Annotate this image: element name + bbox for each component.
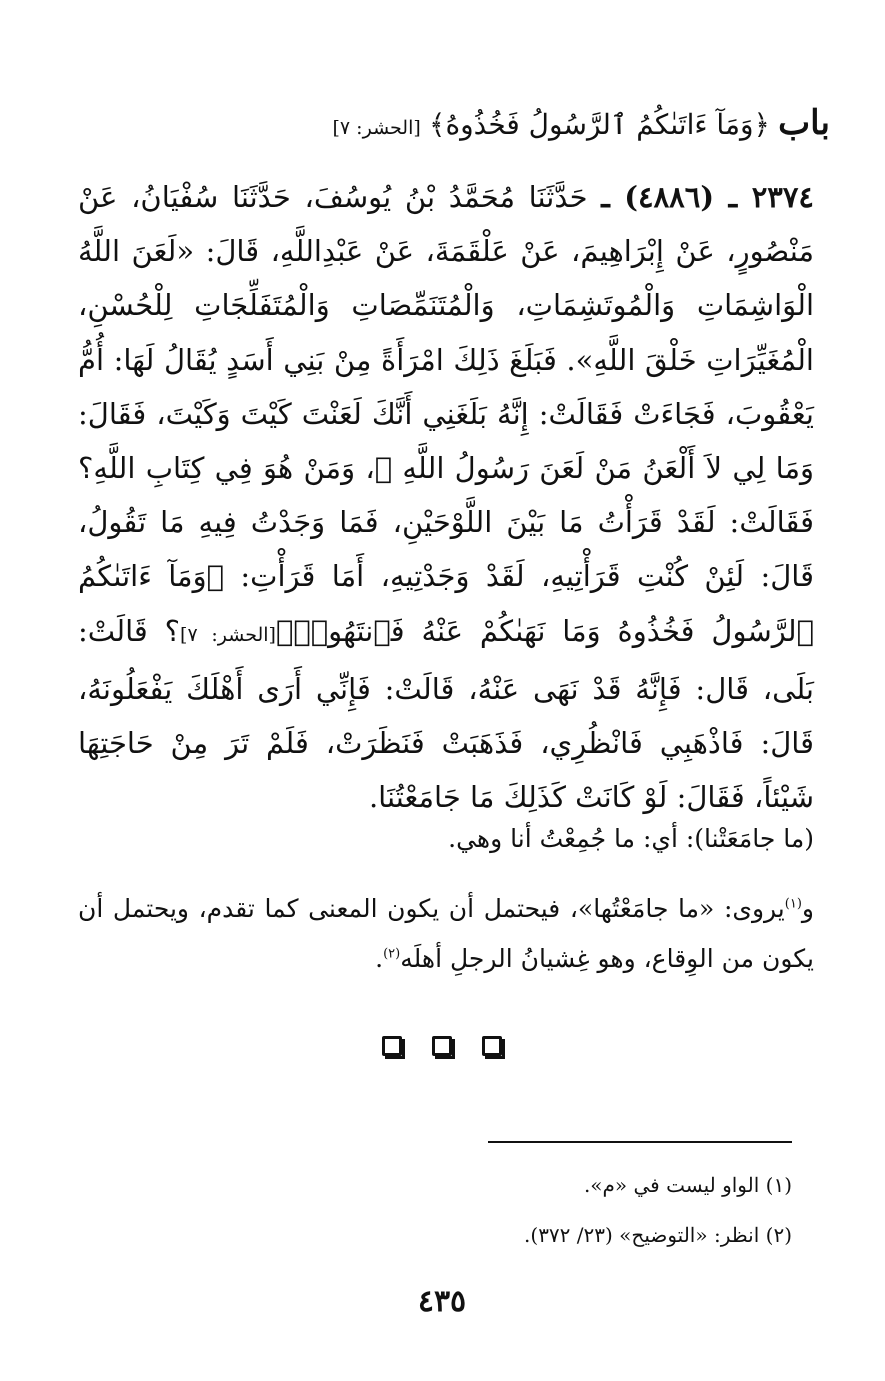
commentary-paragraph-1: (ما جامَعَتْنا): أي: ما جُمِعْتُ أنا وهي. [448,824,814,853]
page-number: ٤٣٥ [417,1284,467,1319]
footnote-marker-2: (٢) [383,946,401,962]
hadith-text [78,170,814,824]
footnote-marker-1: (١) [784,896,802,912]
section-separator [382,1036,502,1062]
commentary-paragraph-2 [78,884,814,984]
hadith-quran-verse: ﴿وَمَآ ءَاتَىٰكُمُ ٱلرَّسُولُ فَخُذُوهُ وَمَا نَهَىٰكُمْ عَنْهُ فَٱنتَهُوا۟﴾ [78,559,814,648]
separator-square-icon [432,1036,452,1056]
separator-square-icon [382,1036,402,1056]
chapter-heading [200,98,830,148]
commentary-p2-prefix: و [801,894,814,923]
commentary-p2-body: يروى: «ما جامَعْتُها»، فيحتمل أن يكون المعنى كما تقدم، ويحتمل أن يكون من الوِقاع، وهو غِشيانُ الرجلِ أهلَه [78,894,814,973]
heading-verse-reference: [الحشر: ٧] [332,117,421,139]
footnote-text: انظر: «التوضيح» (٢٣/ ٣٧٢). [524,1223,760,1247]
hadith-number: ٢٣٧٤ ـ (٤٨٨٦) ـ [601,180,814,214]
footnote-number: (١) [765,1173,792,1197]
footnote-number: (٢) [765,1223,792,1247]
commentary-p2-end: . [375,944,384,973]
hadith-verse-reference: [الحشر: ٧] [180,623,276,646]
chapter-label: باب [778,103,830,143]
footnote-text: الواو ليست في «م». [583,1173,760,1197]
footnote-1 [300,1160,792,1210]
separator-square-icon [482,1036,502,1056]
footnote-divider [488,1141,792,1143]
commentary [78,814,814,984]
footnotes [300,1160,792,1260]
hadith-body-part-2: ؟ قَالَتْ: بَلَى، قَال: فَإِنَّهُ قَدْ نَهَى عَنْهُ، قَالَتْ: فَإِنِّي أَرَى أَهْلَكَ يَفْعَلُونَهُ، قَالَ: فَاذْهَبِي فَانْظُرِي، فَذَهَبَتْ فَنَظَرَتْ، فَلَمْ تَرَ مِنْ حَاجَتِهَا شَيْئاً، فَقَالَ: لَوْ كَانَتْ كَذَلِكَ مَا جَامَعْتُنَا. [78,613,814,815]
footnote-2 [300,1210,792,1260]
heading-quran-verse: ﴿وَمَآ ءَاتَىٰكُمُ ٱلرَّسُولُ فَخُذُوهُ﴾ [429,108,770,141]
hadith-body-part-1: حَدَّثَنَا مُحَمَّدُ بْنُ يُوسُفَ، حَدَّثَنَا سُفْيَانُ، عَنْ مَنْصُورٍ، عَنْ إِبْرَاهِيمَ، عَنْ عَلْقَمَةَ، عَنْ عَبْدِاللَّهِ، قَالَ: «لَعَنَ اللَّهُ الْوَاشِمَاتِ وَالْمُوتَشِمَاتِ، وَالْمُتَنَمِّصَاتِ وَالْمُتَفَلِّجَاتِ لِلْحُسْنِ، الْمُغَيِّرَاتِ خَلْقَ اللَّهِ». فَبَلَغَ ذَلِكَ امْرَأَةً مِنْ بَنِي أَسَدٍ يُقَالُ لَهَا: أُمُّ يَعْقُوبَ، فَجَاءَتْ فَقَالَتْ: إِنَّهُ بَلَغَنِي أَنَّكَ لَعَنْتَ كَيْتَ وَكَيْتَ، فَقَالَ: وَمَا لِي لاَ أَلْعَنُ مَنْ لَعَنَ رَسُولُ اللَّهِ ﷺ، وَمَنْ هُوَ فِي كِتَابِ اللَّهِ؟ فَقَالَتْ: لَقَدْ قَرَأْتُ مَا بَيْنَ اللَّوْحَيْنِ، فَمَا وَجَدْتُ فِيهِ مَا تَقُولُ، قَالَ: لَئِنْ كُنْتِ قَرَأْتِيهِ، لَقَدْ وَجَدْتِيهِ، أَمَا قَرَأْتِ: [78,180,815,594]
